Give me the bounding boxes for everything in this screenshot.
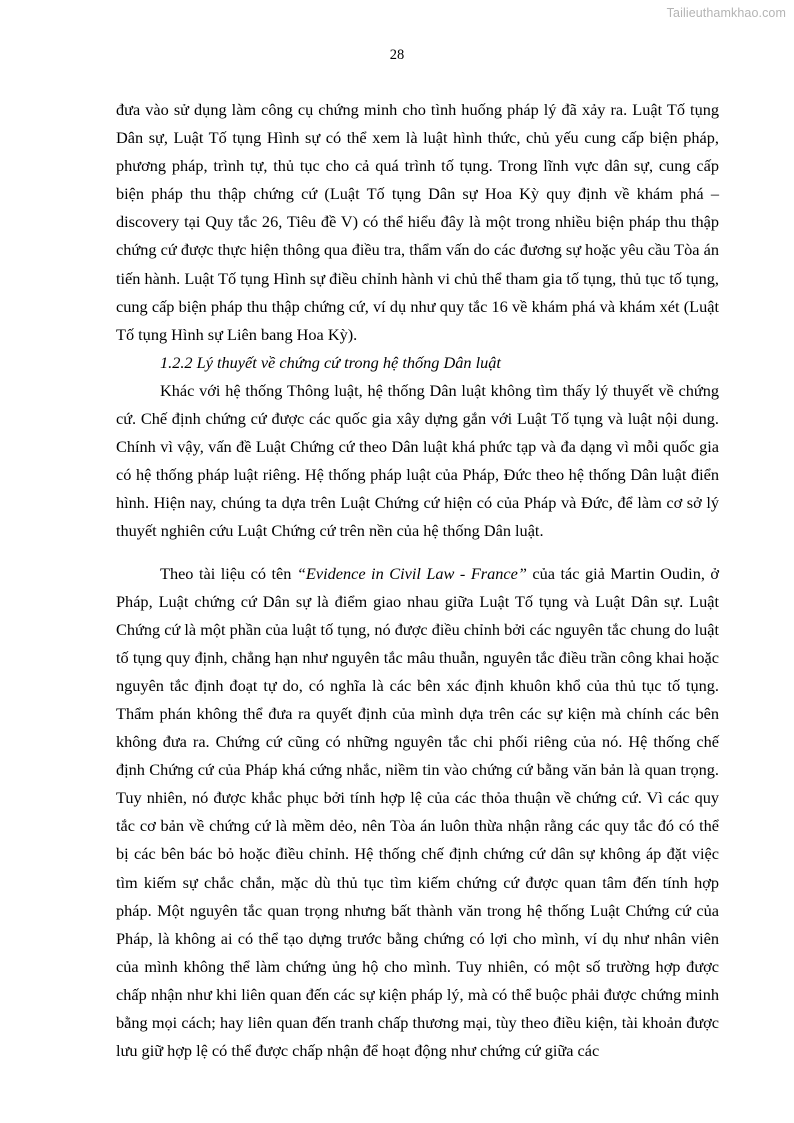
watermark: Tailieuthamkhao.com <box>666 6 786 20</box>
paragraph-body: của tác giả Martin Oudin, ở Pháp, Luật chứng cứ Dân sự là điểm giao nhau giữa Luật Tố tụng và Luật Dân sự. Luật Chứng cứ là một phần của luật tố tụng, nó được điều chỉnh bởi các nguyên tắc chung do luật tố tụng quy định, chẳng hạn như nguyên tắc mâu thuẫn, nguyên tắc điều trần công khai hoặc nguyên tắc định đoạt tự do, có nghĩa là các bên xác định khuôn khổ của thủ tục tố tụng. Thẩm phán không thể đưa ra quyết định của mình dựa trên các sự kiện mà chính các bên không đưa ra. Chứng cứ cũng có những nguyên tắc chi phối riêng của nó. Hệ thống chế định Chứng cứ của Pháp khá cứng nhắc, niềm tin vào chứng cứ bằng văn bản là quan trọng. Tuy nhiên, nó được khắc phục bởi tính hợp lệ của các thỏa thuận về chứng cứ. Vì các quy tắc cơ bản về chứng cứ là mềm dẻo, nên Tòa án luôn thừa nhận rằng các quy tắc đó có thể bị các bên bác bỏ hoặc điều chỉnh. Hệ thống chế định chứng cứ dân sự không áp đặt việc tìm kiếm sự chắc chắn, mặc dù thủ tục tìm kiếm chứng cứ được quan tâm đến tính hợp pháp. Một nguyên tắc quan trọng nhưng bất thành văn trong hệ thống Luật Chứng cứ của Pháp, là không ai có thể tạo dựng trước bằng chứng có lợi cho mình, ví dụ như nhân viên của mình không thể làm chứng ủng hộ cho mình. Tuy nhiên, có một số trường hợp được chấp nhận như khi liên quan đến các sự kiện pháp lý, mà có thể buộc phải được chứng minh bằng mọi cách; hay liên quan đến tranh chấp thương mại, tùy theo điều kiện, tài khoản được lưu giữ hợp lệ có thể được chấp nhận để hoạt động như chứng cứ giữa các <box>116 563 720 1061</box>
page-number: 28 <box>389 47 405 63</box>
paragraph-french-evidence <box>116 560 719 1066</box>
section-heading: 1.2.2 Lý thuyết về chứng cứ trong hệ thống Dân luật <box>160 352 501 372</box>
paragraph-continuation: đưa vào sử dụng làm công cụ chứng minh cho tình huống pháp lý đã xảy ra. Luật Tố tụng Dân sự, Luật Tố tụng Hình sự có thể xem là luật hình thức, chủ yếu cung cấp biện pháp, phương pháp, trình tự, thủ tục cho cả quá trình tố tụng. Trong lĩnh vực dân sự, cung cấp biện pháp thu thập chứng cứ (Luật Tố tụng Dân sự Hoa Kỳ quy định về khám phá – discovery tại Quy tắc 26, Tiêu đề V) có thể hiểu đây là một trong nhiều biện pháp thu thập chứng cứ được thực hiện thông qua điều tra, thẩm vấn do các đương sự hoặc yêu cầu Tòa án tiến hành. Luật Tố tụng Hình sự điều chỉnh hành vi chủ thể tham gia tố tụng, thủ tục tố tụng, cung cấp biện pháp thu thập chứng cứ, ví dụ như quy tắc 16 về khám phá và khám xét (Luật Tố tụng Hình sự Liên bang Hoa Kỳ). <box>116 100 719 344</box>
paragraph-civil-law-theory: Khác với hệ thống Thông luật, hệ thống Dân luật không tìm thấy lý thuyết về chứng cứ. Chế định chứng cứ được các quốc gia xây dựng gắn với Luật Tố tụng và luật nội dung. Chính vì vậy, vấn đề Luật Chứng cứ theo Dân luật khá phức tạp và đa dạng vì mỗi quốc gia có hệ thống pháp luật riêng. Hệ thống pháp luật của Pháp, Đức theo hệ thống Dân luật điển hình. Hiện nay, chúng ta dựa trên Luật Chứng cứ hiện có của Pháp và Đức, để làm cơ sở lý thuyết nghiên cứu Luật Chứng cứ trên nền của hệ thống Dân luật. <box>116 380 719 541</box>
document-title-reference: “Evidence in Civil Law - France” <box>296 563 527 583</box>
document-body <box>116 96 719 1065</box>
paragraph-lead: Theo tài liệu có tên <box>160 563 297 583</box>
paragraph-spacer <box>116 546 719 560</box>
